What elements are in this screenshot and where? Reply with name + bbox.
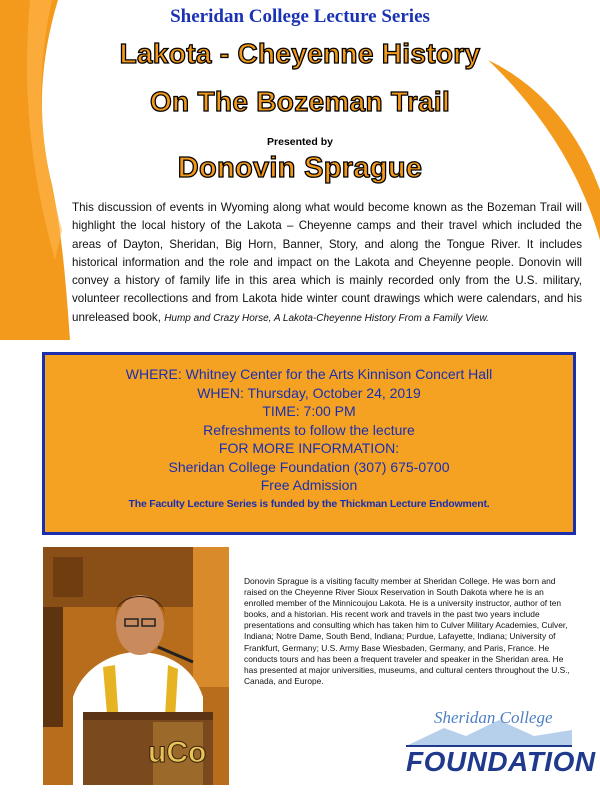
funding-note: The Faculty Lecture Series is funded by the Thickman Lecture Endowment. xyxy=(128,497,490,510)
event-info-box xyxy=(42,352,576,535)
foundation-logo xyxy=(404,706,596,784)
book-title: Hump and Crazy Horse, A Lakota-Cheyenne History From a Family View. xyxy=(164,312,489,324)
speaker-photo xyxy=(43,547,229,785)
contact-info: Sheridan College Foundation (307) 675-0700 xyxy=(168,458,450,475)
more-info-label: FOR MORE INFORMATION: xyxy=(218,440,400,456)
series-title: Sheridan College Lecture Series xyxy=(170,6,430,27)
podium-logo-text: uCo xyxy=(148,736,207,769)
refreshments-note: Refreshments to follow the lecture xyxy=(203,421,415,438)
headline-line-2: On The Bozeman Trail xyxy=(149,86,451,117)
event-time: TIME: 7:00 PM xyxy=(262,403,356,419)
event-date: WHEN: Thursday, October 24, 2019 xyxy=(197,384,421,401)
description-text: This discussion of events in Wyoming along what would become known as the Bozeman Trail will highlight the local history of the Lakota – Cheyenne camps and their travel which included the areas of Dayton, Sheridan, Big Horn, Banner, Story, and along the Tongue River. It includes historical information and the role and impact on the Lakota and Cheyenne people. Donovin will convey a history of family life in this area which is mainly recorded only from the U.S. military, volunteer recollections and from Lakota hide winter count drawings which were calendars, and his unreleased book, xyxy=(72,201,582,324)
speaker-bio: Donovin Sprague is a visiting faculty member at Sheridan College. He was born and raised on the Cheyenne River Sioux Reservation in South Dakota where he is an enrolled member of the Minnicoujou Lakota. He is a university instructor, author of ten books, and a historian. His recent work and travels in the past two years include presentations and consulting which has taken him to Culver Military Academies, Culver, Indiana; Notre Dame, South Bend, Indiana; Purdue, Lafayette, Indiana; University of Frankfurt, Germany; U.S. Army Base Wiesbaden, Germany, and Paris, France. He conducts tours and has been a frequent traveler and speaker in the Sheridan area. He has presented at major universities, museums, and cultural centers throughout the U.S., Canada, and Europe. xyxy=(244,576,570,686)
logo-foundation-word: FOUNDATION xyxy=(406,746,596,777)
logo-college-name: Sheridan College xyxy=(434,708,553,727)
admission-note: Free Admission xyxy=(260,477,358,493)
speaker-photo-illustration xyxy=(43,547,229,785)
headline-line-1: Lakota - Cheyenne History xyxy=(119,38,481,69)
lecture-description xyxy=(72,199,582,328)
presented-by-label: Presented by xyxy=(267,136,333,148)
speaker-name: Donovin Sprague xyxy=(177,152,423,184)
event-location: WHERE: Whitney Center for the Arts Kinnison Concert Hall xyxy=(125,366,493,382)
